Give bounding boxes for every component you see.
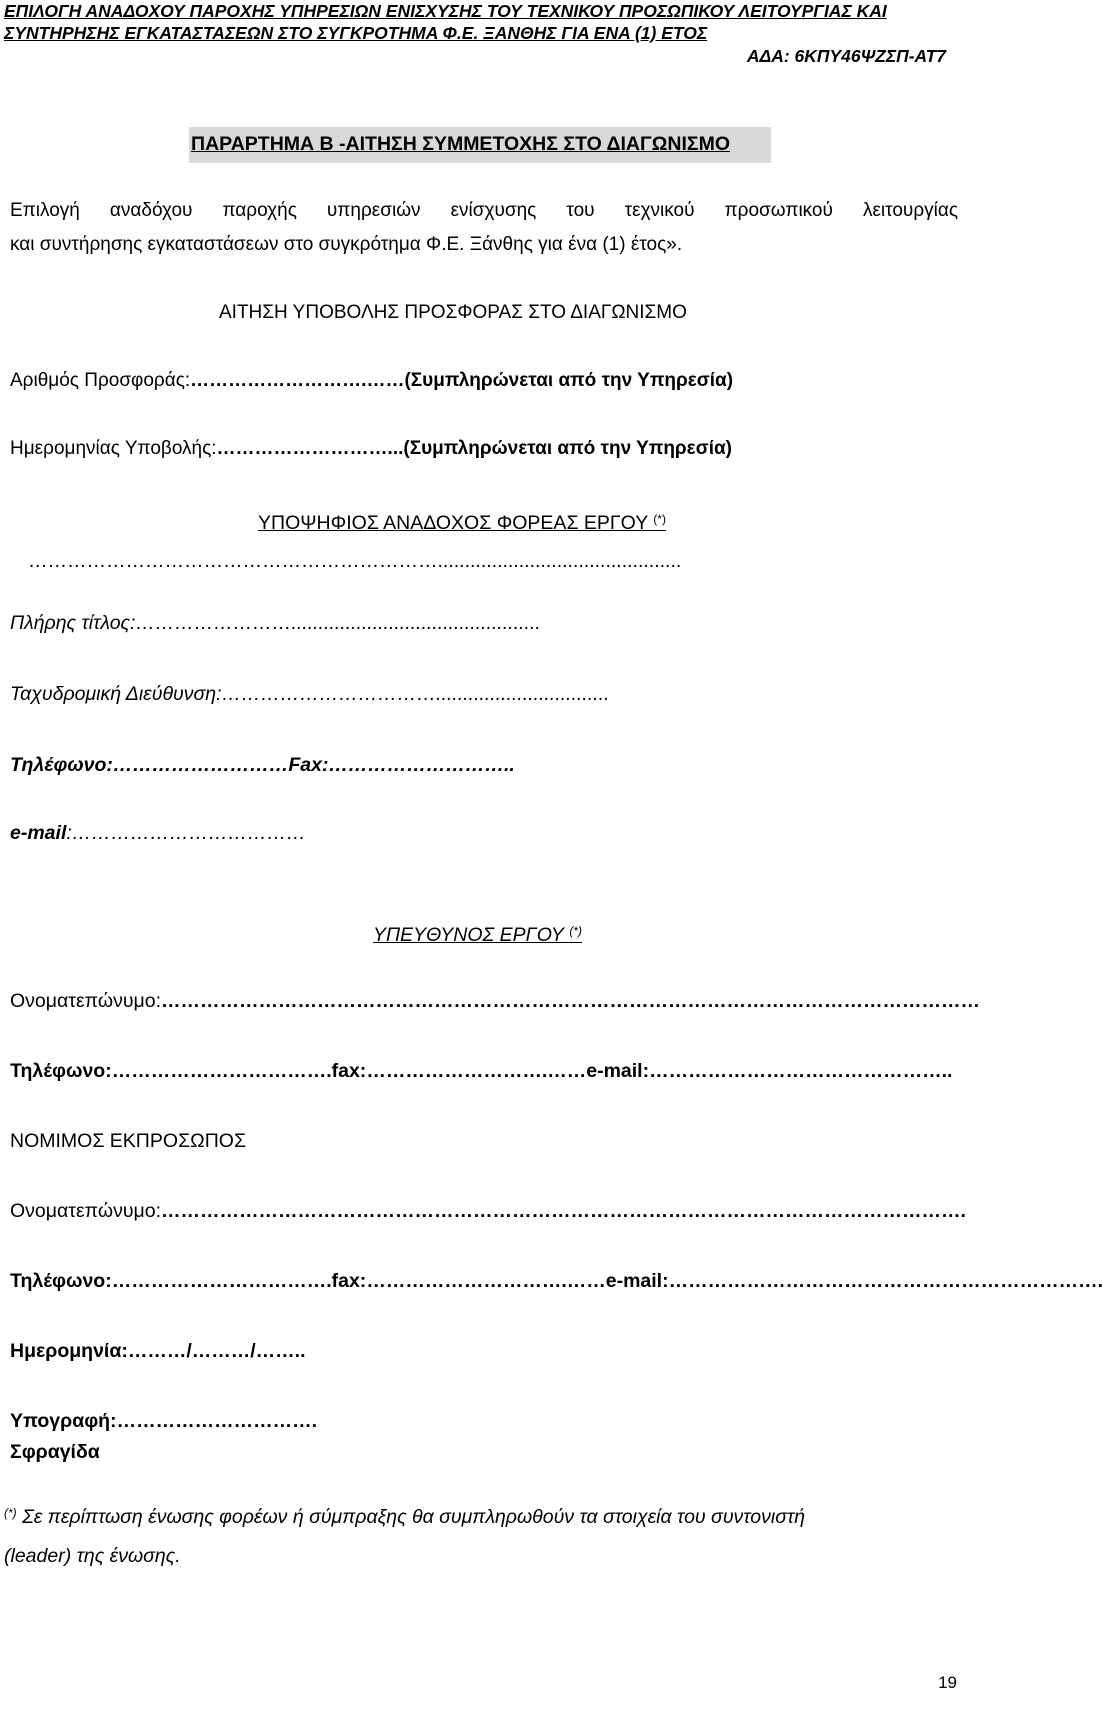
pm-name-field[interactable]: ……………………………………………………………………………………………………………… <box>160 990 980 1012</box>
footnote-mark: (*) <box>4 1506 17 1520</box>
intro-line-1: Επιλογή αναδόχου παροχής υπηρεσιών ενίσχυσης του τεχνικού προσωπικού λειτουργίας <box>10 200 958 221</box>
pm-name-label: Ονοματεπώνυμο: <box>10 990 161 1012</box>
candidate-phone-field[interactable]: ……………………… <box>112 754 289 776</box>
pm-email-label: e-mail: <box>586 1060 650 1082</box>
submission-date-field[interactable]: ………………………... <box>216 438 404 459</box>
legal-rep-heading: ΝΟΜΙΜΟΣ ΕΚΠΡΟΣΩΠΟΣ <box>10 1130 246 1152</box>
pm-email-field[interactable]: ……………………………………….. <box>649 1060 953 1082</box>
address-field[interactable]: ……………………………................................ <box>221 683 610 705</box>
candidate-phone-row <box>10 754 515 777</box>
candidate-email-row <box>10 822 306 845</box>
lr-phone-label: Τηλέφωνο: <box>10 1270 112 1292</box>
candidate-phone-label: Τηλέφωνο: <box>10 754 113 776</box>
stamp-label: Σφραγίδα <box>10 1441 100 1463</box>
pm-fax-field[interactable]: ……………………….…… <box>366 1060 587 1082</box>
full-title-row <box>10 612 541 635</box>
lr-name-label: Ονοματεπώνυμο: <box>10 1200 161 1222</box>
submission-date-row <box>10 438 732 460</box>
candidate-dots-field[interactable]: ………………………………………………………............................................. <box>28 550 682 572</box>
address-label: Ταχυδρομική Διεύθυνση: <box>10 683 222 705</box>
pm-contact-row <box>10 1060 952 1083</box>
pm-phone-field[interactable]: …………………………… <box>111 1060 327 1082</box>
footnote-line-1 <box>4 1506 805 1529</box>
date-label: Ημερομηνία: <box>10 1340 128 1362</box>
intro-line-2: και συντήρησης εγκαταστάσεων στο συγκρότημα Φ.Ε. Ξάνθης για ένα (1) έτος». <box>10 234 683 255</box>
signature-label: Υπογραφή: <box>10 1410 117 1432</box>
lr-fax-field[interactable]: ………………………….…… <box>366 1270 606 1292</box>
submission-date-note: (Συμπληρώνεται από την Υπηρεσία) <box>403 438 732 459</box>
ada-code: ΑΔΑ: 6ΚΠΥ46ΨΖΣΠ-ΑΤ7 <box>746 46 946 66</box>
offer-number-row <box>10 370 733 392</box>
signature-row <box>10 1410 317 1433</box>
offer-number-note: (Συμπληρώνεται από την Υπηρεσία) <box>404 370 734 391</box>
lr-fax-label: .fax: <box>326 1270 367 1292</box>
candidate-email-field[interactable]: :……………………………… <box>66 822 306 844</box>
lr-email-field[interactable]: …………………………………………………………. <box>668 1270 1103 1292</box>
section-heading: ΑΙΤΗΣΗ ΥΠΟΒΟΛΗΣ ΠΡΟΣΦΟΡΑΣ ΣΤΟ ΔΙΑΓΩΝΙΣΜΟ <box>219 302 687 323</box>
lr-contact-row <box>10 1270 1103 1293</box>
submission-date-label: Ημερομηνίας Υποβολής: <box>10 438 217 459</box>
pm-fax-label: .fax: <box>326 1060 367 1082</box>
page-number: 19 <box>938 1673 957 1692</box>
footnote-line-2: (leader) της ένωσης. <box>4 1545 181 1567</box>
pm-phone-label: Τηλέφωνο: <box>10 1060 112 1082</box>
lr-name-row <box>10 1200 966 1223</box>
page-title: ΠΑΡΑΡΤΗΜΑ Β -ΑΙΤΗΣΗ ΣΥΜΜΕΤΟΧΗΣ ΣΤΟ ΔΙΑΓΩΝΙΣΜΟ <box>191 133 730 155</box>
project-manager-heading: ΥΠΕΥΘΥΝΟΣ ΕΡΓΟΥ (*) <box>373 924 582 946</box>
header-line-2: ΣΥΝΤΗΡΗΣΗΣ ΕΓΚΑΤΑΣΤΑΣΕΩΝ ΣΤΟ ΣΥΓΚΡΟΤΗΜΑ Φ.Ε. ΞΑΝΘΗΣ ΓΙΑ ΕΝΑ (1) ΕΤΟΣ <box>4 23 708 43</box>
footnote-text-1: Σε περίπτωση ένωσης φορέων ή σύμπραξης θα συμπληρωθούν τα στοιχεία του συντονιστή <box>16 1506 806 1528</box>
date-field[interactable]: ………/………/…….. <box>127 1340 306 1362</box>
candidate-heading: ΥΠΟΨΗΦΙΟΣ ΑΝΑΔΟΧΟΣ ΦΟΡΕΑΣ ΕΡΓΟΥ (*) <box>258 512 666 534</box>
lr-phone-field[interactable]: …………………………… <box>111 1270 327 1292</box>
address-row <box>10 683 609 706</box>
header-line-1: ΕΠΙΛΟΓΗ ΑΝΑΔΟΧΟΥ ΠΑΡΟΧΗΣ ΥΠΗΡΕΣΙΩΝ ΕΝΙΣΧΥΣΗΣ ΤΟΥ ΤΕΧΝΙΚΟΥ ΠΡΟΣΩΠΙΚΟΥ ΛΕΙΤΟΥΡΓΙΑΣ ΚΑΙ <box>4 1 887 21</box>
lr-name-field[interactable]: ……………………………………………………………………………………………………………. <box>160 1200 966 1222</box>
candidate-fax-label: Fax: <box>288 754 329 776</box>
signature-field[interactable]: …………………………. <box>116 1410 317 1432</box>
full-title-field[interactable]: …………………….............................................. <box>135 612 541 634</box>
offer-number-label: Αριθμός Προσφοράς: <box>10 370 191 391</box>
full-title-label: Πλήρης τίτλος: <box>10 612 136 634</box>
lr-email-label: e-mail: <box>605 1270 669 1292</box>
pm-name-row <box>10 990 980 1013</box>
candidate-email-label: e-mail <box>10 822 67 844</box>
date-row <box>10 1340 306 1363</box>
candidate-fax-field[interactable]: ……………………….. <box>328 754 515 776</box>
offer-number-field[interactable]: ……………………….…… <box>190 370 405 391</box>
